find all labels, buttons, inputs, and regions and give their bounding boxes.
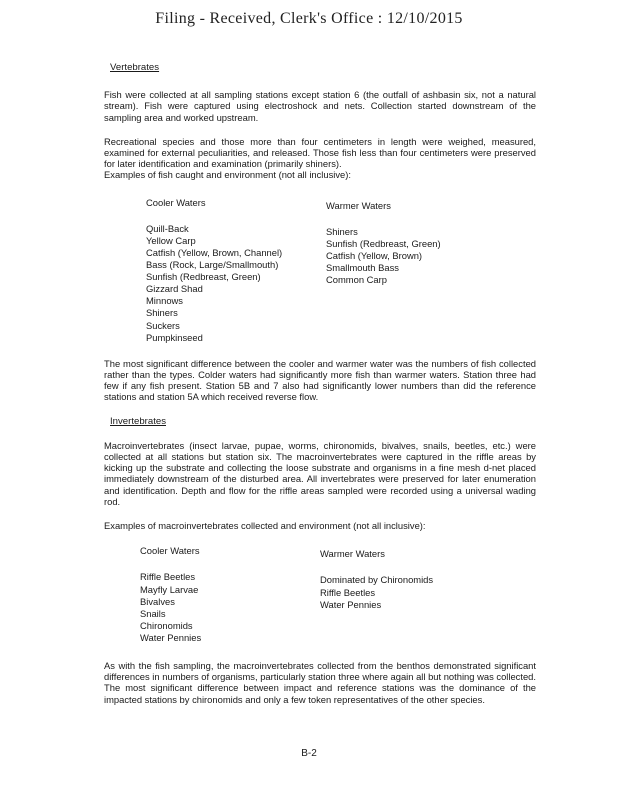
list-item: Sunfish (Redbreast, Green) bbox=[326, 237, 441, 249]
section-heading-invertebrates: Invertebrates bbox=[110, 415, 166, 427]
list-item: Quill-Back bbox=[146, 222, 189, 234]
list-item: Minnows bbox=[146, 295, 183, 307]
paragraph: Fish were collected at all sampling stations except station 6 (the outfall of ashbasin six, not a natural stream). Fish were captured using electroshock and nets. Collection started downstream of the sampling area and worked upstream. bbox=[104, 89, 536, 123]
list-item: Shiners bbox=[146, 307, 178, 319]
list-item: Riffle Beetles bbox=[320, 586, 376, 598]
list-item: Suckers bbox=[146, 319, 180, 331]
document-body bbox=[104, 62, 536, 718]
column-title: Cooler Waters bbox=[146, 196, 206, 208]
examples-label: Examples of macroinvertebrates collected and environment (not all inclusive): bbox=[104, 520, 426, 531]
page-number: B-2 bbox=[301, 748, 317, 759]
list-item: Snails bbox=[140, 607, 166, 619]
list-item: Water Pennies bbox=[320, 598, 382, 610]
column-title: Cooler Waters bbox=[140, 545, 200, 557]
warmer-waters-column bbox=[326, 197, 506, 344]
column-title: Warmer Waters bbox=[320, 548, 385, 560]
list-item: Bass (Rock, Large/Smallmouth) bbox=[146, 259, 279, 271]
cooler-waters-column bbox=[146, 197, 326, 344]
section-heading-vertebrates: Vertebrates bbox=[110, 62, 160, 73]
list-item: Catfish (Yellow, Brown) bbox=[326, 250, 423, 262]
fish-columns bbox=[146, 197, 536, 344]
list-item: Chironomids bbox=[140, 619, 193, 631]
list-item: Shiners bbox=[326, 225, 358, 237]
invertebrate-columns bbox=[140, 545, 536, 644]
list-item: Riffle Beetles bbox=[140, 571, 196, 583]
paragraph: Recreational species and those more than four centimeters in length were weighed, measured, examined for external peculiarities, and released. Those fish less than four centimeters were preserved for later identification and examination (primarily shiners). bbox=[104, 135, 536, 170]
paragraph: As with the fish sampling, the macroinvertebrates collected from the benthos demonstrated significant differences in numbers of organisms, particularly station three where again all but nothing was collected. The most significant difference between impact and reference stations was the dominance of the impacted stations by chironomids and only a few token representatives of the other species. bbox=[104, 659, 536, 705]
list-item: Mayfly Larvae bbox=[140, 583, 199, 595]
list-item: Sunfish (Redbreast, Green) bbox=[146, 271, 261, 283]
list-item: Common Carp bbox=[326, 274, 387, 286]
cooler-waters-column bbox=[140, 545, 320, 644]
paragraph: Macroinvertebrates (insect larvae, pupae, worms, chironomids, bivalves, snails, beetles, etc.) were collected at all stations but station six. The macroinvertebrates were captured in the riffle areas by kicking up the substrate and collecting the loose substrate and organisms in a fine mesh d-net placed immediately downstream of the disturbed area. All invertebrates were preserved for later enumeration and identification. Depth and flow for the riffle areas sampled were recorded using a universal wading rod. bbox=[104, 439, 536, 507]
list-item: Pumpkinseed bbox=[146, 331, 203, 343]
column-title: Warmer Waters bbox=[326, 199, 391, 211]
list-item: Gizzard Shad bbox=[146, 283, 203, 295]
list-item: Smallmouth Bass bbox=[326, 262, 399, 274]
list-item: Water Pennies bbox=[140, 631, 202, 643]
list-item: Yellow Carp bbox=[146, 234, 196, 246]
list-item: Catfish (Yellow, Brown, Channel) bbox=[146, 247, 283, 259]
examples-label: Examples of fish caught and environment (not all inclusive): bbox=[104, 169, 352, 181]
warmer-waters-column bbox=[320, 545, 500, 644]
filing-header: Filing - Received, Clerk's Office : 12/10/2015 bbox=[155, 10, 463, 27]
list-item: Bivalves bbox=[140, 595, 175, 607]
list-item: Dominated by Chironomids bbox=[320, 574, 434, 586]
paragraph: The most significant difference between the cooler and warmer water was the numbers of fish collected rather than the types. Colder waters had significantly more fish than warmer waters. Station three had few if any fish present. Station 5B and 7 also had significantly lower numbers than did the reference stations and station 5A which received reverse flow. bbox=[104, 357, 536, 403]
